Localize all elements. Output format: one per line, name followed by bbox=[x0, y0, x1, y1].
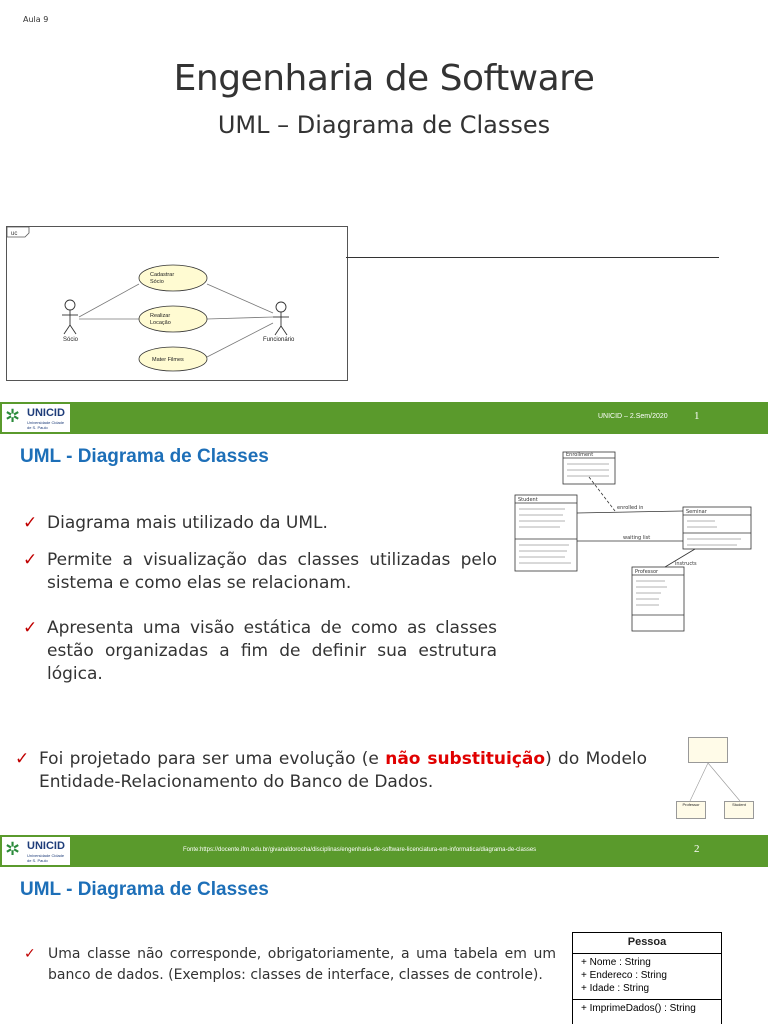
class-separator bbox=[573, 999, 721, 1000]
sketch-label: Seminar bbox=[686, 509, 707, 515]
class-sketch-image bbox=[505, 447, 760, 632]
check-icon: ✓ bbox=[23, 618, 38, 638]
highlight-text: não substituição bbox=[385, 749, 546, 769]
slide-heading: UML - Diagrama de Classes bbox=[20, 446, 269, 467]
use-case-label-3: Mater Filmes bbox=[152, 357, 184, 363]
check-icon: ✓ bbox=[23, 513, 38, 533]
check-icon: ✓ bbox=[15, 749, 30, 769]
class-separator bbox=[573, 953, 721, 954]
bullet-item: ✓ Diagrama mais utilizado da UML. bbox=[23, 513, 328, 533]
footer-bar bbox=[0, 835, 768, 867]
mini-class-box: Professor bbox=[676, 801, 706, 819]
sketch-label: waiting list bbox=[623, 535, 651, 541]
page-number: 2 bbox=[694, 843, 700, 855]
class-method: + ImprimeDados() : String bbox=[581, 1003, 696, 1014]
actor-socio-label: Sócio bbox=[63, 337, 79, 343]
logo-subtext: Universidade Cidade de S. Paulo bbox=[27, 853, 65, 863]
unicid-logo bbox=[2, 837, 70, 865]
divider-line bbox=[346, 257, 719, 258]
use-case-cadastrar bbox=[139, 265, 207, 291]
class-attribute: + Endereco : String bbox=[581, 970, 667, 981]
star-logo-icon: ✲ bbox=[5, 406, 21, 427]
class-box-pessoa bbox=[572, 932, 722, 1024]
bullet-item: ✓ Uma classe não corresponde, obrigatoriamente, a uma tabela em um banco de dados. (Exemplos: classes de interface, classes de controle). bbox=[24, 946, 556, 983]
footer-text: UNICID – 2.Sem/2020 bbox=[598, 413, 668, 420]
page-title: Engenharia de Software bbox=[173, 58, 595, 99]
class-attribute: + Idade : String bbox=[581, 983, 650, 994]
sketch-label: enrolled in bbox=[617, 505, 644, 511]
page-number: 1 bbox=[694, 410, 700, 422]
class-name: Pessoa bbox=[627, 936, 667, 948]
use-case-diagram bbox=[6, 226, 348, 381]
sketch-label: Professor bbox=[635, 569, 659, 575]
actor-socio-icon bbox=[62, 300, 78, 334]
bullet-item: ✓ Apresenta uma visão estática de como as classes estão organizadas a fim de definir sua estrutura lógica. bbox=[23, 618, 497, 684]
use-case-realizar bbox=[139, 306, 207, 332]
slide-label: Aula 9 bbox=[23, 15, 49, 24]
inheritance-diagram-image bbox=[676, 737, 760, 822]
class-attribute: + Nome : String bbox=[581, 957, 651, 968]
footer-bar bbox=[0, 402, 768, 434]
slide-heading: UML - Diagrama de Classes bbox=[20, 879, 269, 900]
mini-class-box: Student bbox=[724, 801, 754, 819]
bullet-item: ✓ Foi projetado para ser uma evolução (e não substituição) do Modelo Entidade-Relacionamento do Banco de Dados. bbox=[15, 749, 648, 792]
unicid-logo bbox=[2, 404, 70, 432]
logo-text: UNICID bbox=[27, 840, 65, 852]
actor-funcionario-label: Funcionário bbox=[263, 337, 295, 343]
use-case-label-2: Realizar bbox=[150, 313, 171, 319]
check-icon: ✓ bbox=[24, 946, 36, 962]
uc-frame-label: uc bbox=[11, 231, 18, 237]
page-subtitle: UML – Diagrama de Classes bbox=[217, 111, 551, 139]
use-case-label-1: Cadastrar bbox=[150, 272, 175, 278]
bullet-item: ✓ Permite a visualização das classes utilizadas pelo sistema e como elas se relacionam. bbox=[23, 550, 497, 593]
use-case-label-2b: Locação bbox=[150, 320, 171, 326]
check-icon: ✓ bbox=[23, 550, 38, 570]
source-link[interactable]: Fonte:https://docente.ifrn.edu.br/givanaldorocha/disciplinas/engenharia-de-software-licenciatura-em-informatica/diagrama-de-classes bbox=[183, 847, 537, 853]
logo-text: UNICID bbox=[27, 407, 65, 419]
sketch-label: Student bbox=[518, 497, 538, 503]
actor-funcionario-icon bbox=[273, 302, 289, 335]
sketch-label: Enrollment bbox=[566, 452, 594, 458]
use-case-label-1b: Sócio bbox=[150, 279, 164, 285]
logo-subtext: Universidade Cidade de S. Paulo bbox=[27, 420, 65, 430]
star-logo-icon: ✲ bbox=[5, 839, 21, 860]
sketch-label: instructs bbox=[675, 561, 697, 567]
